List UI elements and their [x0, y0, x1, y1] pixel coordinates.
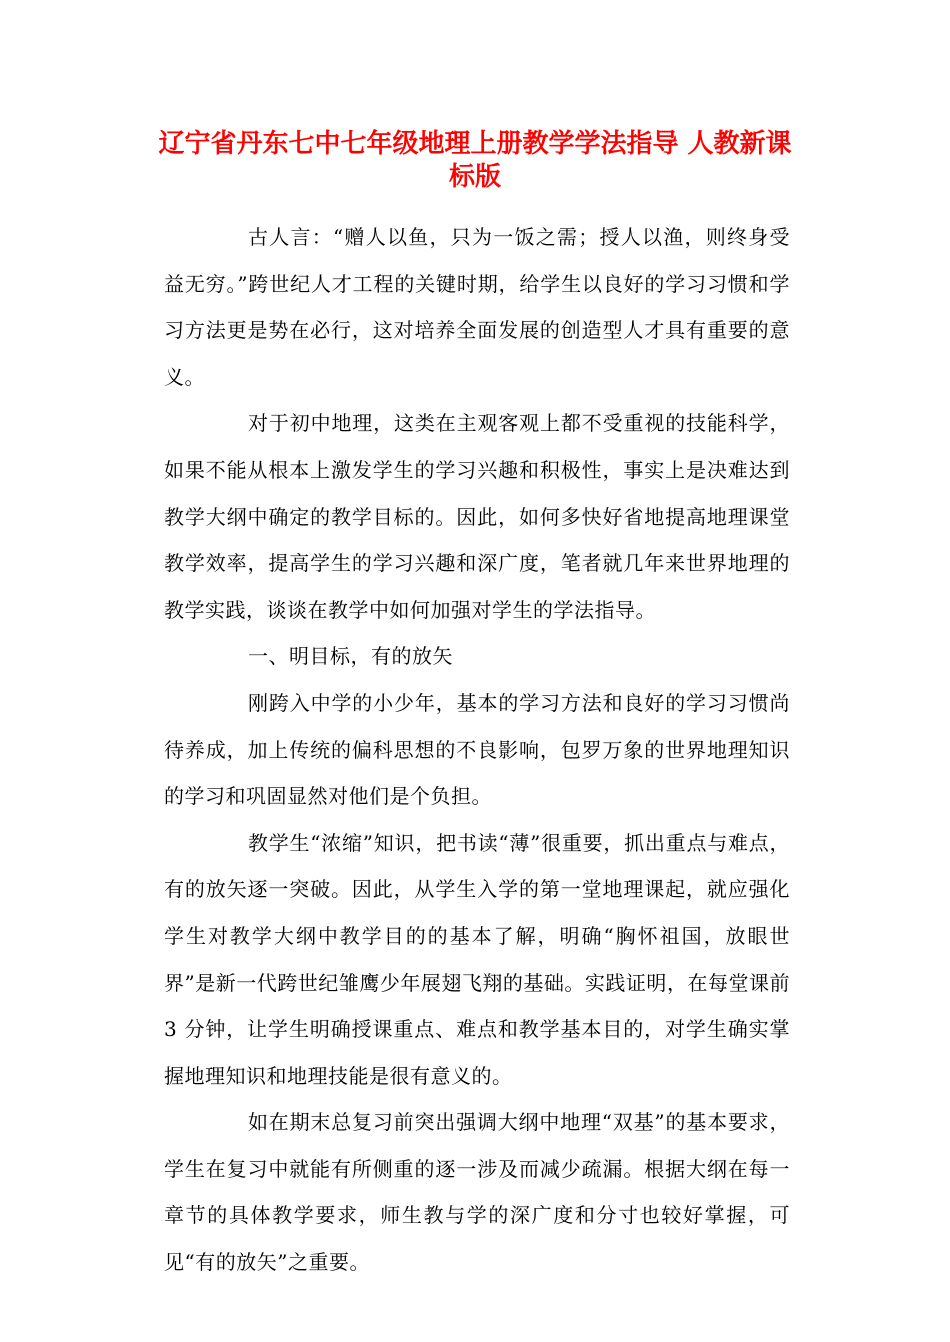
paragraph-students: 刚跨入中学的小少年，基本的学习方法和良好的学习习惯尚待养成，加上传统的偏科思想的不良影响，包罗万象的世界地理知识的学习和巩固显然对他们是个负担。: [164, 690, 790, 809]
paragraph-condense: 教学生“浓缩”知识，把书读“薄”很重要，抓出重点与难点，有的放矢逐一突破。因此，从学生入学的第一堂地理课起，就应强化学生对教学大纲中教学目的的基本了解，明确“胸怀祖国，放眼世界”是新一代跨世纪雏鹰少年展翅飞翔的基础。实践证明，在每堂课前 3 分钟，让学生明确授课重点、难点和教学基本目的，对学生确实掌握地理知识和地理技能是很有意义的。: [164, 830, 790, 1088]
paragraph-intro: 古人言：“赠人以鱼，只为一饭之需；授人以渔，则终身受益无穷。”跨世纪人才工程的关键时期，给学生以良好的学习习惯和学习方法更是势在必行，这对培养全面发展的创造型人才具有重要的意义。: [164, 225, 790, 389]
paragraph-context: 对于初中地理，这类在主观客观上都不受重视的技能科学，如果不能从根本上激发学生的学习兴趣和积极性，事实上是决难达到教学大纲中确定的教学目标的。因此，如何多快好省地提高地理课堂教学效率，提高学生的学习兴趣和深广度，笔者就几年来世界地理的教学实践，谈谈在教学中如何加强对学生的学法指导。: [164, 411, 790, 622]
document-title: 辽宁省丹东七中七年级地理上册教学学法指导 人教新课标版: [158, 129, 792, 192]
document-body: [164, 214, 790, 1286]
section-heading-1: 一、明目标，有的放矢: [248, 644, 453, 669]
paragraph-review: 如在期末总复习前突出强调大纲中地理“双基”的基本要求，学生在复习中就能有所侧重的逐一涉及而减少疏漏。根据大纲在每一章节的具体教学要求，师生教与学的深广度和分寸也较好掌握，可见“有的放矢”之重要。: [164, 1110, 790, 1275]
